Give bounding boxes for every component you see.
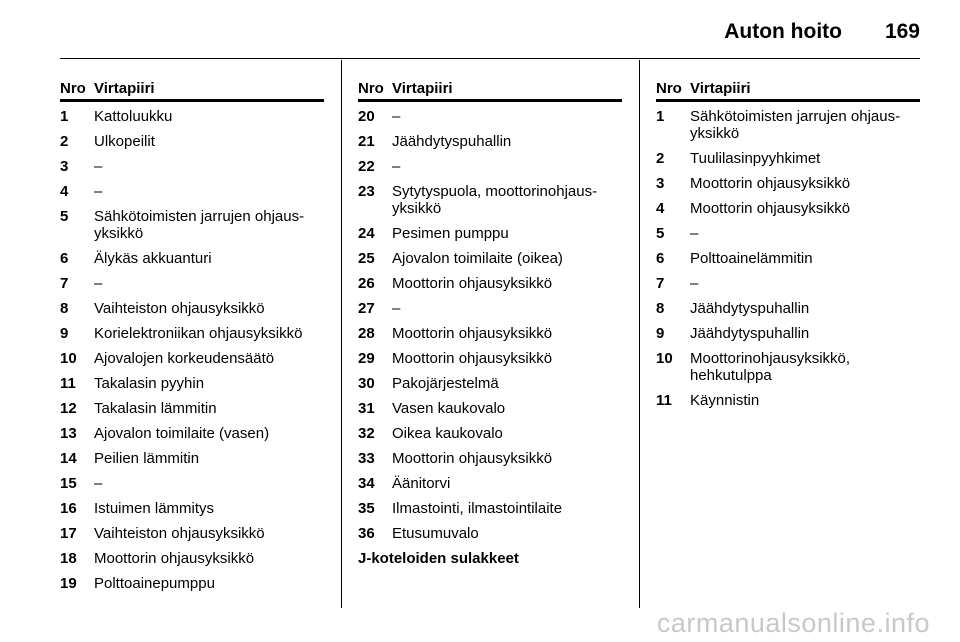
fuse-number: 12 — [60, 400, 77, 417]
circuit-name: Moottorinohjausyksikkö, hehkutulppa — [690, 350, 851, 384]
table-row — [358, 108, 622, 125]
section-title: Auton hoito — [724, 20, 842, 43]
table-row — [60, 325, 324, 342]
table-row — [60, 450, 324, 467]
header-circuit: Virtapiiri — [392, 80, 453, 97]
fuse-number: 28 — [358, 325, 375, 342]
header-nro: Nro — [358, 80, 384, 97]
table-row — [60, 275, 324, 292]
circuit-name: Ajovalon toimilaite (vasen) — [94, 425, 270, 442]
table-row — [656, 300, 920, 317]
fuse-number: 11 — [656, 392, 672, 409]
fuse-number: 29 — [358, 350, 375, 367]
table-row — [358, 375, 622, 392]
table-row — [358, 250, 622, 267]
table-row — [358, 183, 622, 217]
table-row — [60, 300, 324, 317]
fuse-number: 26 — [358, 275, 375, 292]
fuse-number: 32 — [358, 425, 375, 442]
circuit-name: Äänitorvi — [392, 475, 451, 492]
fuse-number: 3 — [60, 158, 69, 175]
table-row — [358, 325, 622, 342]
table-row — [60, 183, 324, 200]
fuse-number: 7 — [60, 275, 69, 292]
column-divider — [639, 60, 640, 608]
circuit-name: Pakojärjestelmä — [392, 375, 499, 392]
column-divider — [341, 60, 342, 608]
circuit-name: Jäähdytyspuhallin — [690, 325, 810, 342]
fuse-number: 2 — [60, 133, 69, 150]
table-row — [656, 225, 920, 242]
header-nro: Nro — [656, 80, 682, 97]
fuse-number: 27 — [358, 300, 375, 317]
circuit-name: Moottorin ohjausyksikkö — [392, 450, 553, 467]
table-row — [60, 208, 324, 242]
circuit-name: Peilien lämmitin — [94, 450, 200, 467]
table-row — [358, 275, 622, 292]
table-header — [60, 80, 324, 102]
table-row — [60, 575, 324, 592]
table-rows — [656, 108, 920, 409]
table-row — [60, 350, 324, 367]
fuse-number: 14 — [60, 450, 77, 467]
watermark: carmanualsonline.info — [656, 608, 930, 638]
table-rows — [60, 108, 324, 592]
circuit-name: Sähkötoimisten jarrujen ohjaus- yksikkö — [94, 208, 305, 242]
table-row — [358, 133, 622, 150]
fuse-number: 9 — [60, 325, 69, 342]
fuse-number: 36 — [358, 525, 375, 542]
circuit-name: Älykäs akkuanturi — [94, 250, 212, 267]
circuit-name: – — [392, 158, 401, 175]
circuit-name: – — [94, 183, 103, 200]
fuse-number: 11 — [60, 375, 76, 392]
circuit-name: Korielektroniikan ohjausyksikkö — [94, 325, 303, 342]
fuse-number: 1 — [656, 108, 665, 125]
fuse-number: 4 — [60, 183, 69, 200]
table-row — [60, 525, 324, 542]
fuse-number: 3 — [656, 175, 665, 192]
circuit-name: – — [690, 275, 699, 292]
fuse-number: 16 — [60, 500, 77, 517]
table-row — [60, 425, 324, 442]
fuse-number: 4 — [656, 200, 665, 217]
fuse-number: 15 — [60, 475, 77, 492]
fuse-number: 21 — [358, 133, 375, 150]
circuit-name: – — [392, 300, 401, 317]
circuit-name: Moottorin ohjausyksikkö — [690, 200, 851, 217]
table-row — [358, 225, 622, 242]
table-row — [60, 158, 324, 175]
fuse-number: 18 — [60, 550, 77, 567]
table-row — [60, 250, 324, 267]
circuit-name: Moottorin ohjausyksikkö — [392, 350, 553, 367]
fuse-number: 7 — [656, 275, 665, 292]
circuit-name: Moottorin ohjausyksikkö — [392, 275, 553, 292]
circuit-name: Takalasin pyyhin — [94, 375, 205, 392]
fuse-number: 10 — [656, 350, 673, 367]
fuse-number: 17 — [60, 525, 77, 542]
table-row — [656, 350, 920, 384]
page-number: 169 — [884, 20, 920, 43]
circuit-name: Sytytyspuola, moottorinohjaus- yksikkö — [392, 183, 598, 217]
circuit-name: Pesimen pumppu — [392, 225, 509, 242]
circuit-name: Vaihteiston ohjausyksikkö — [94, 525, 265, 542]
circuit-name: Jäähdytyspuhallin — [690, 300, 810, 317]
table-row — [358, 300, 622, 317]
page-header — [0, 0, 960, 60]
table-row — [60, 475, 324, 492]
circuit-name: Sähkötoimisten jarrujen ohjaus- yksikkö — [690, 108, 901, 142]
fuse-number: 22 — [358, 158, 375, 175]
fuse-number: 1 — [60, 108, 69, 125]
table-row — [656, 175, 920, 192]
table-row — [358, 475, 622, 492]
fuse-number: 2 — [656, 150, 665, 167]
circuit-name: Ulkopeilit — [94, 133, 155, 150]
fuse-number: 30 — [358, 375, 375, 392]
fuse-number: 23 — [358, 183, 375, 200]
table-row — [60, 375, 324, 392]
fuse-number: 6 — [656, 250, 665, 267]
fuse-table-column-1 — [60, 80, 324, 600]
circuit-name: – — [94, 158, 103, 175]
circuit-name: – — [94, 275, 103, 292]
fuse-number: 5 — [656, 225, 665, 242]
circuit-name: Moottorin ohjausyksikkö — [690, 175, 851, 192]
table-row — [358, 525, 622, 542]
fuse-number: 33 — [358, 450, 375, 467]
fuse-number: 8 — [60, 300, 69, 317]
circuit-name: Moottorin ohjausyksikkö — [94, 550, 255, 567]
table-row — [656, 325, 920, 342]
circuit-name: – — [94, 475, 103, 492]
subheading: J-koteloiden sulakkeet — [358, 550, 519, 567]
header-circuit: Virtapiiri — [94, 80, 155, 97]
fuse-number: 25 — [358, 250, 375, 267]
table-row — [656, 275, 920, 292]
table-row — [656, 250, 920, 267]
fuse-number: 31 — [358, 400, 375, 417]
fuse-number: 19 — [60, 575, 77, 592]
header-nro: Nro — [60, 80, 86, 97]
circuit-name: – — [690, 225, 699, 242]
circuit-name: Takalasin lämmitin — [94, 400, 217, 417]
fuse-number: 13 — [60, 425, 77, 442]
table-row — [656, 392, 920, 409]
table-row — [60, 400, 324, 417]
circuit-name: Vasen kaukovalo — [392, 400, 506, 417]
table-header — [656, 80, 920, 102]
fuse-number: 35 — [358, 500, 375, 517]
table-row — [656, 150, 920, 167]
table-row — [358, 425, 622, 442]
fuse-number: 24 — [358, 225, 375, 242]
table-row — [656, 200, 920, 217]
table-row — [358, 400, 622, 417]
circuit-name: Moottorin ohjausyksikkö — [392, 325, 553, 342]
header-circuit: Virtapiiri — [690, 80, 751, 97]
circuit-name: Käynnistin — [690, 392, 760, 409]
table-row — [60, 550, 324, 567]
header-rule — [60, 58, 920, 59]
circuit-name: Ilmastointi, ilmastointilaite — [392, 500, 563, 517]
table-row — [656, 108, 920, 142]
table-row — [358, 158, 622, 175]
table-row — [358, 450, 622, 467]
fuse-number: 5 — [60, 208, 69, 225]
circuit-name: – — [392, 108, 401, 125]
table-rows — [358, 108, 622, 542]
fuse-number: 34 — [358, 475, 375, 492]
circuit-name: Polttoainepumppu — [94, 575, 215, 592]
table-header — [358, 80, 622, 102]
fuse-number: 8 — [656, 300, 665, 317]
fuse-number: 10 — [60, 350, 77, 367]
fuse-table-column-3 — [656, 80, 920, 417]
circuit-name: Oikea kaukovalo — [392, 425, 503, 442]
circuit-name: Istuimen lämmitys — [94, 500, 215, 517]
fuse-number: 9 — [656, 325, 665, 342]
table-row — [358, 500, 622, 517]
circuit-name: Ajovalon toimilaite (oikea) — [392, 250, 563, 267]
table-row — [60, 133, 324, 150]
table-row — [60, 500, 324, 517]
circuit-name: Tuulilasinpyyhkimet — [690, 150, 821, 167]
table-row — [60, 108, 324, 125]
circuit-name: Jäähdytyspuhallin — [392, 133, 512, 150]
table-row — [358, 350, 622, 367]
circuit-name: Vaihteiston ohjausyksikkö — [94, 300, 265, 317]
fuse-table-column-2 — [358, 80, 622, 567]
fuse-number: 20 — [358, 108, 375, 125]
circuit-name: Etusumuvalo — [392, 525, 479, 542]
circuit-name: Ajovalojen korkeudensäätö — [94, 350, 275, 367]
circuit-name: Kattoluukku — [94, 108, 173, 125]
fuse-number: 6 — [60, 250, 69, 267]
circuit-name: Polttoainelämmitin — [690, 250, 813, 267]
